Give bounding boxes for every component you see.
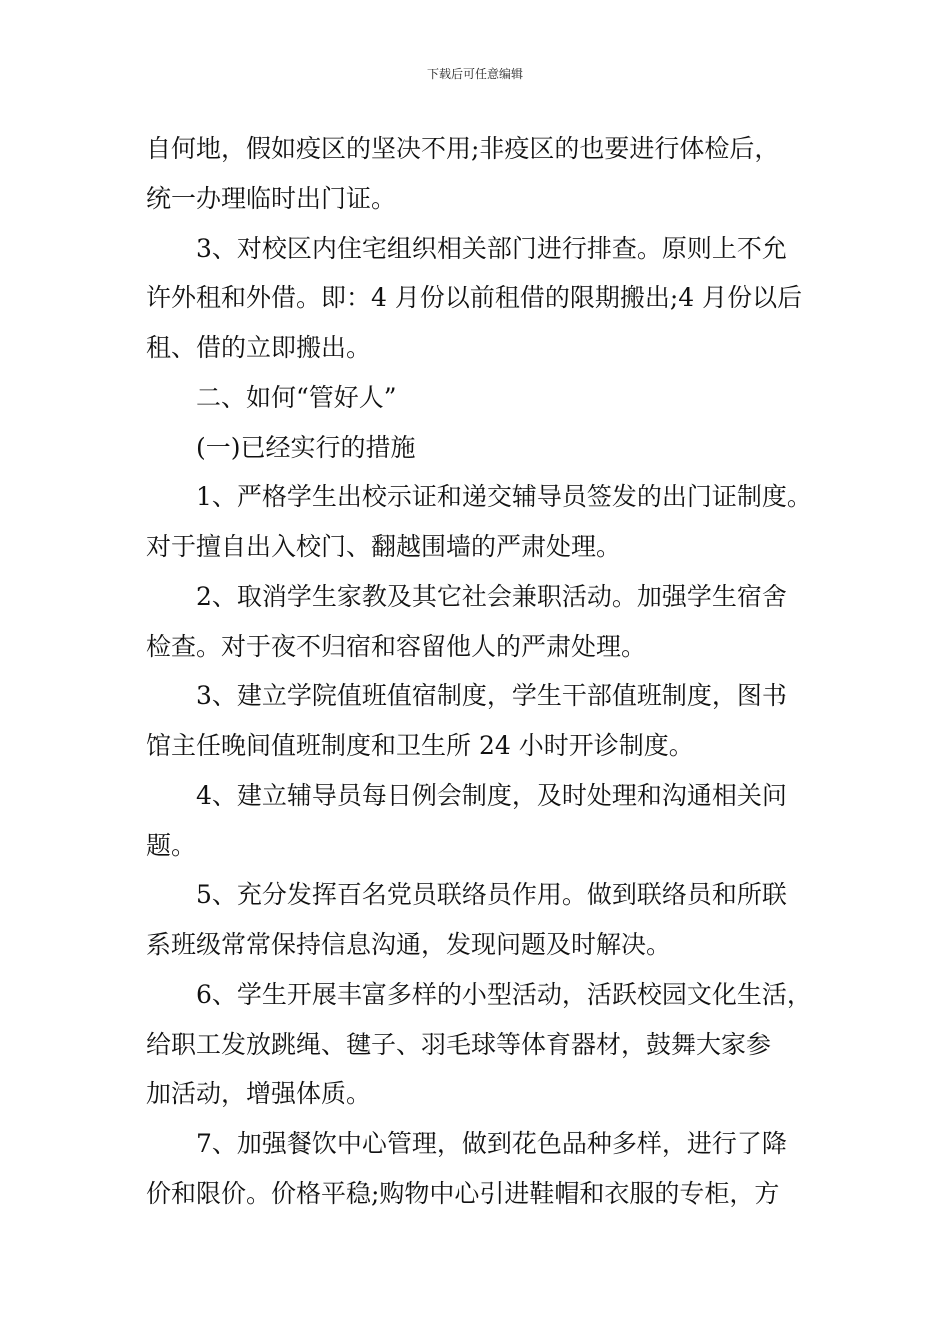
text-line: 2、取消学生家教及其它社会兼职活动。加强学生宿舍	[196, 581, 787, 611]
text-line: 题。	[146, 830, 197, 860]
text-line: 统一办理临时出门证。	[146, 183, 397, 213]
page-header-note: 下载后可任意编辑	[426, 67, 523, 81]
text-line: 租、借的立即搬出。	[146, 333, 372, 362]
text-line: 加活动，增强体质。	[146, 1079, 372, 1109]
subsection-heading: (一)已经实行的措施	[196, 432, 416, 462]
document-body	[146, 124, 826, 1219]
text-line: 7、加强餐饮中心管理，做到花色品种多样，进行了降	[196, 1129, 787, 1158]
text-line: 6、学生开展丰富多样的小型活动，活跃校园文化生活，	[196, 979, 812, 1009]
text-line: 检查。对于夜不归宿和容留他人的严肃处理。	[146, 631, 647, 661]
text-line: 给职工发放跳绳、毽子、羽毛球等体育器材，鼓舞大家参	[146, 1029, 772, 1059]
text-line: 系班级常常保持信息沟通，发现问题及时解决。	[146, 930, 672, 959]
text-line: 5、充分发挥百名党员联络员作用。做到联络员和所联	[196, 880, 787, 910]
section-heading: 二、如何“管好人”	[196, 382, 397, 412]
text-line: 对于擅自出入校门、翻越围墙的严肃处理。	[146, 532, 622, 561]
text-line: 3、建立学院值班值宿制度，学生干部值班制度，图书	[196, 681, 787, 711]
text-line: 自何地，假如疫区的坚决不用;非疫区的也要进行体检后，	[146, 134, 780, 163]
text-line: 3、对校区内住宅组织相关部门进行排查。原则上不允	[196, 233, 787, 263]
text-line: 馆主任晚间值班制度和卫生所 24 小时开诊制度。	[146, 731, 694, 760]
text-line: 许外租和外借。即：4 月份以前租借的限期搬出;4 月份以后	[146, 283, 803, 313]
text-line: 价和限价。价格平稳;购物中心引进鞋帽和衣服的专柜，方	[146, 1178, 780, 1208]
text-line: 4、建立辅导员每日例会制度，及时处理和沟通相关问	[196, 780, 787, 810]
text-line: 1、严格学生出校示证和递交辅导员签发的出门证制度。	[196, 482, 812, 512]
